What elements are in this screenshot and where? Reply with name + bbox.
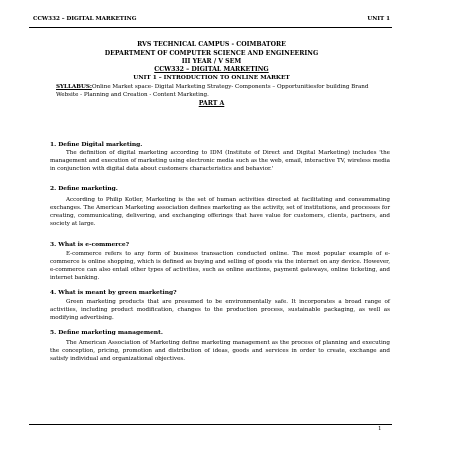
question-1-heading: 1. Define Digital marketing.: [50, 141, 143, 148]
question-1-answer: The definition of digital marketing according to IDM (Institute of Direct and Digital Marketing) includes 'the management and execution of marketing using electronic media such as the web, email, interactive TV, wireless media in conjunction with digital data about customers characteristics and behavior.': [50, 150, 390, 172]
part-a-heading: PART A: [198, 100, 225, 107]
question-2-heading: 2. Define marketing.: [50, 185, 118, 192]
header-unit: UNIT 1: [367, 16, 390, 22]
unit-title: UNIT 1 – INTRODUCTION TO ONLINE MARKET: [133, 75, 290, 81]
footer-rule: [29, 424, 392, 425]
department-name: DEPARTMENT OF COMPUTER SCIENCE AND ENGINEERING: [104, 50, 319, 57]
page-number: 1: [378, 426, 382, 432]
syllabus-label: SYLLABUS:: [56, 84, 92, 90]
course-code-title: CCW332 – DIGITAL MARKETING: [154, 66, 269, 73]
question-3-answer: E-commerce refers to any form of business transaction conducted online. The most popular example of e-commerce is online shopping, which is defined as buying and selling of goods via the internet on any device. However, e-commerce can also entail other types of activities, such as online auctions, payment gateways, online ticketing, and internet banking.: [50, 251, 390, 281]
college-name: RVS TECHNICAL CAMPUS - COIMBATORE: [137, 41, 286, 48]
question-5-heading: 5. Define marketing management.: [50, 329, 163, 336]
question-4-answer: Green marketing products that are presumed to be environmentally safe. It incorporates a broad range of activities, including product modification, changes to the production process, sustainable packaging, as well as modifying advertising.: [50, 299, 390, 321]
syllabus: [56, 83, 390, 99]
header-rule: [29, 27, 392, 28]
question-5-answer: The American Association of Marketing define marketing management as the process of planning and executing the conception, pricing, promotion and distribution of ideas, goods and services in order to create, exchange and satisfy individual and organizational objectives.: [50, 340, 390, 362]
syllabus-text: Online Market space- Digital Marketing Strategy- Components – Opportunitiesfor building Brand Website - Planning and Creation - Content Marketing.: [56, 84, 369, 98]
year-semester: III YEAR / V SEM: [181, 58, 242, 65]
question-3-heading: 3. What is e-commerce?: [50, 241, 130, 248]
question-2-answer: According to Philip Kotler, Marketing is the set of human activities directed at facilitating and consummating exchanges. The American Marketing association defines marketing as the activity, set of institutions, and processes for creating, communicating, delivering, and exchanging offerings that have value for customers, clients, partners, and society at large.: [50, 197, 390, 227]
header-course: CCW332 – DIGITAL MARKETING: [33, 16, 137, 22]
question-4-heading: 4. What is meant by green marketing?: [50, 289, 177, 296]
